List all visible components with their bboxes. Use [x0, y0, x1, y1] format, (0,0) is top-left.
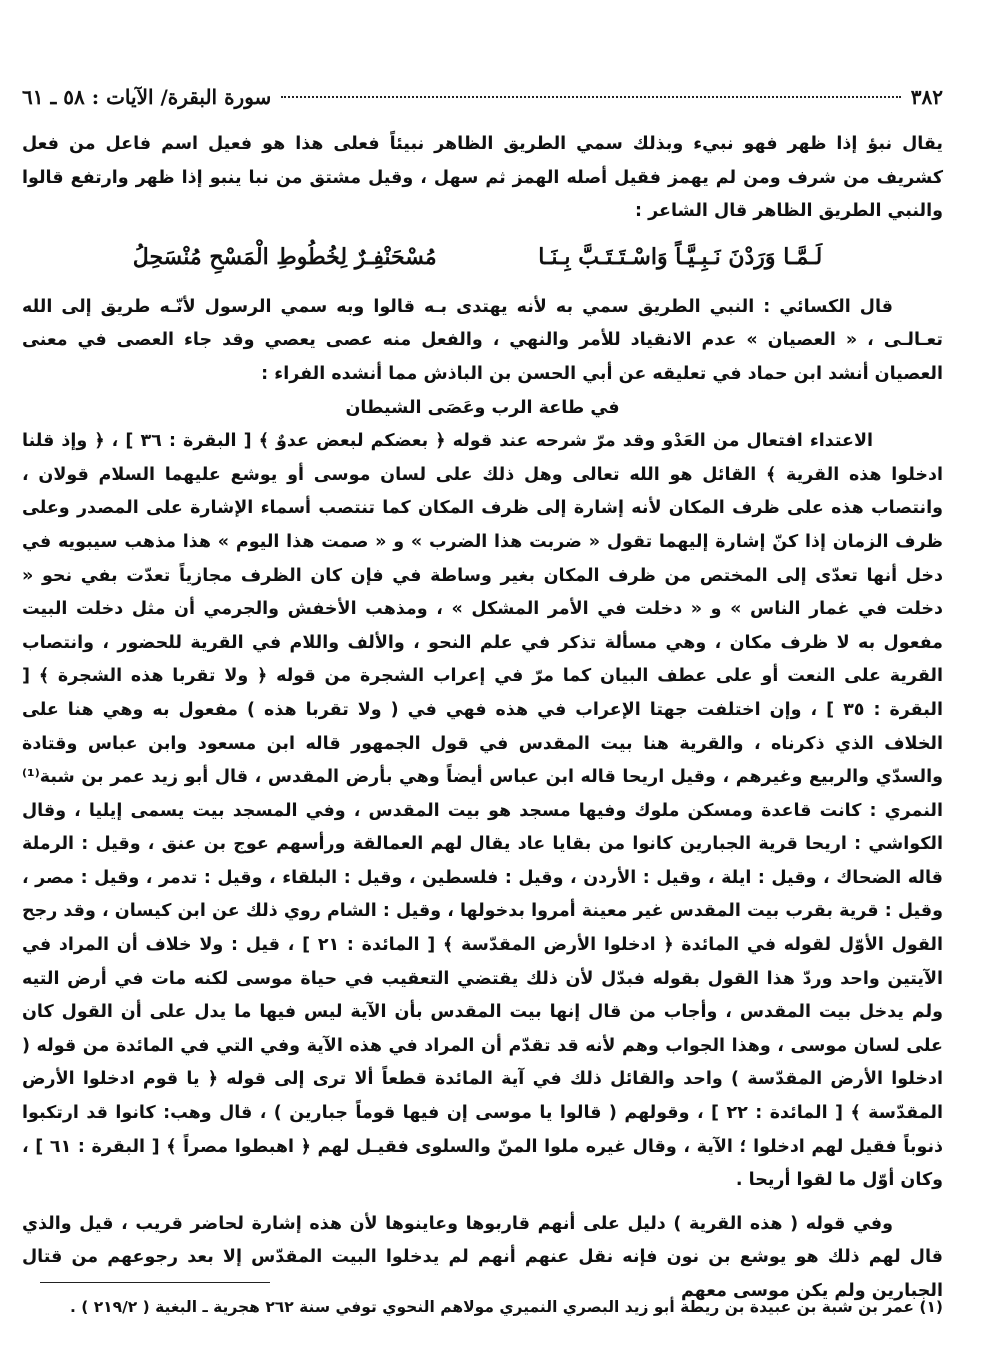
verse-hemistich-right: لَـمَّـا وَرَدْنَ نَـبِـيَّـاً وَاسْـتَـتَـبَّ بِـنَـا [538, 243, 823, 270]
poetry-verse [82, 233, 873, 281]
page-number: ٣٨٢ [910, 85, 943, 109]
paragraph-2: قال الكسائي : النبي الطريق سمي به لأنه يهتدى بـه قالوا وبه سمي الرسول لأنّـه طريق إلى الله تعـالـى ، « العصيان » عدم الانقياد للأمر والنهي ، والفعل منه عصى يعصي وقد جاء العصى في معنى العصيان أنشد ابن حماد في تعليقه عن أبي الحسن بن الباذش مما أنشده الفراء : [22, 296, 943, 384]
paragraph-3: الاعتداء افتعال من العَدْو وقد مرّ شرحه عند قوله ﴿ بعضكم لبعض عدوٌ ﴾ [ البقرة : ٣٦ ] ، ﴿ وإذ قلنا ادخلوا هذه القرية ﴾ القائل هو الله تعالى وهل ذلك على لسان موسى أو يوشع عليهما السلام قولان ، وانتصاب هذه على ظرف المكان لأنه إشارة إلى ظرف المكان كما تنتصب أسماء الإشارة على المصدر وعلى ظرف الزمان إذا كنّ إشارة إليهما تقول « ضربت هذا الضرب » و « صمت هذا اليوم » هذا مذهب سيبويه في دخل أنها تعدّى إلى المختص من ظرف المكان بغير وساطة في فإن كان الظرف مجازياً تعدّت بفي نحو « دخلت في غمار الناس » و « دخلت في الأمر المشكل » ، ومذهب الأخفش والجرمي أن مثل دخلت البيت مفعول به لا ظرف مكان ، وهي مسألة تذكر في علم النحو ، والألف واللام في القرية للحضور ، وانتصاب القرية على النعت أو على عطف البيان كما مرّ في إعراب الشجرة من قوله ﴿ ولا تقربا هذه الشجرة ﴾ [ البقرة : ٣٥ ] ، وإن اختلفت جهتا الإعراب في هذه فهي في ( ولا تقربا هذه ) مفعول به وهي هنا على الخلاف الذي ذكرناه ، والقرية هنا بيت المقدس في قول الجمهور قاله ابن مسعود وابن عباس وقتادة والسدّي والربيع وغيرهم ، وقيل اريحا قاله ابن عباس أيضاً وهي بأرض المقدس ، قال أبو زيد عمر بن شبة⁽¹⁾ النمري : كانت قاعدة ومسكن ملوك وفيها مسجد هو بيت المقدس ، وفي المسجد بيت يسمى إيليا ، وقال الكواشي : اريحا قرية الجبارين كانوا من بقايا عاد يقال لهم العمالقة ورأسهم عوج بن عنق ، وقيل : الرملة قاله الضحاك ، وقيل : ايلة ، وقيل : الأردن ، وقيل : فلسطين ، وقيل : البلقاء ، وقيل : تدمر ، وقيل : مصر ، وقيل : قرية بقرب بيت المقدس غير معينة أمروا بدخولها ، وقيل : الشام روي ذلك عن ابن كيسان ، وقد رجح القول الأوّل لقوله في المائدة ﴿ ادخلوا الأرض المقدّسة ﴾ [ المائدة : ٢١ ] ، قيل : ولا خلاف أن المراد في الآيتين واحد وردّ هذا القول بقوله فبدّل لأن ذلك يقتضي التعقيب في حياة موسى لكنه مات في أرض التيه ولم يدخل بيت المقدس ، وأجاب من قال إنها بيت المقدس بأن الآية ليس فيها ما يدل على أن القول كان على لسان موسى ، وهذا الجواب وهم لأنه قد تقدّم أن المراد في هذه الآية وفي التي في المائدة من قوله ( ادخلوا الأرض المقدّسة ) واحد والقائل ذلك في آية المائدة قطعاً ألا ترى إلى قوله ﴿ يا قوم ادخلوا الأرض المقدّسة ﴾ [ المائدة : ٢٢ ] ، وقولهم ( قالوا يا موسى إن فيها قوماً جبارين ) ، قال وهب: كانوا قد ارتكبوا ذنوباً فقيل لهم ادخلوا ؛ الآية ، وقال غيره ملوا المنّ والسلوى فقيـل لهم ﴿ اهبطوا مصراً ﴾ [ البقرة : ٦١ ] ، وكان أوّل ما لقوا أريحا . [22, 431, 943, 1191]
paragraph-spacer [22, 1198, 943, 1208]
footnote-divider [40, 1282, 270, 1283]
surah-info: سورة البقرة/ الآيات : ٥٨ ـ ٦١ [22, 85, 272, 109]
centered-verse: في طاعة الرب وعَصَى الشيطان [345, 397, 620, 418]
verse-hemistich-left: مُسْحَنْفِـرٌ لِخُطُوطِ الْمَسْحِ مُنْسَحِلُ [132, 243, 437, 270]
main-text [22, 128, 943, 1309]
footnote: (١) عمر بن شبة بن عبيدة بن ريطة أبو زيد البصري النميري مولاهم النحوي توفي سنة ٢٦٢ هجرية ـ البغية ( ٢١٩/٢ ) . [69, 1298, 943, 1316]
header-dotted-leader [281, 96, 900, 98]
page-header [22, 82, 943, 112]
paragraph-1: يقال نبؤ إذا ظهر فهو نبيء وبذلك سمي الطريق الظاهر نبيئاً فعلى هذا هو فعيل اسم فاعل من فعل كشريف من شرف ومن لم يهمز فقيل أصله الهمز ثم سهل ، وقيل مشتق من نبا ينبو إذا ظهر وارتفع قالوا والنبي الطريق الظاهر قال الشاعر : [22, 134, 943, 222]
paragraph-4: وفي قوله ( هذه القرية ) دليل على أنهم قاربوها وعاينوها لأن هذه إشارة لحاضر قريب ، قيل والذي قال لهم ذلك هو يوشع بن نون فإنه نقل عنهم أنهم لم يدخلوا البيت المقدّس إلا بعد رجوعهم من قتال الجبارين ولم يكن موسى معهم [22, 1213, 943, 1301]
